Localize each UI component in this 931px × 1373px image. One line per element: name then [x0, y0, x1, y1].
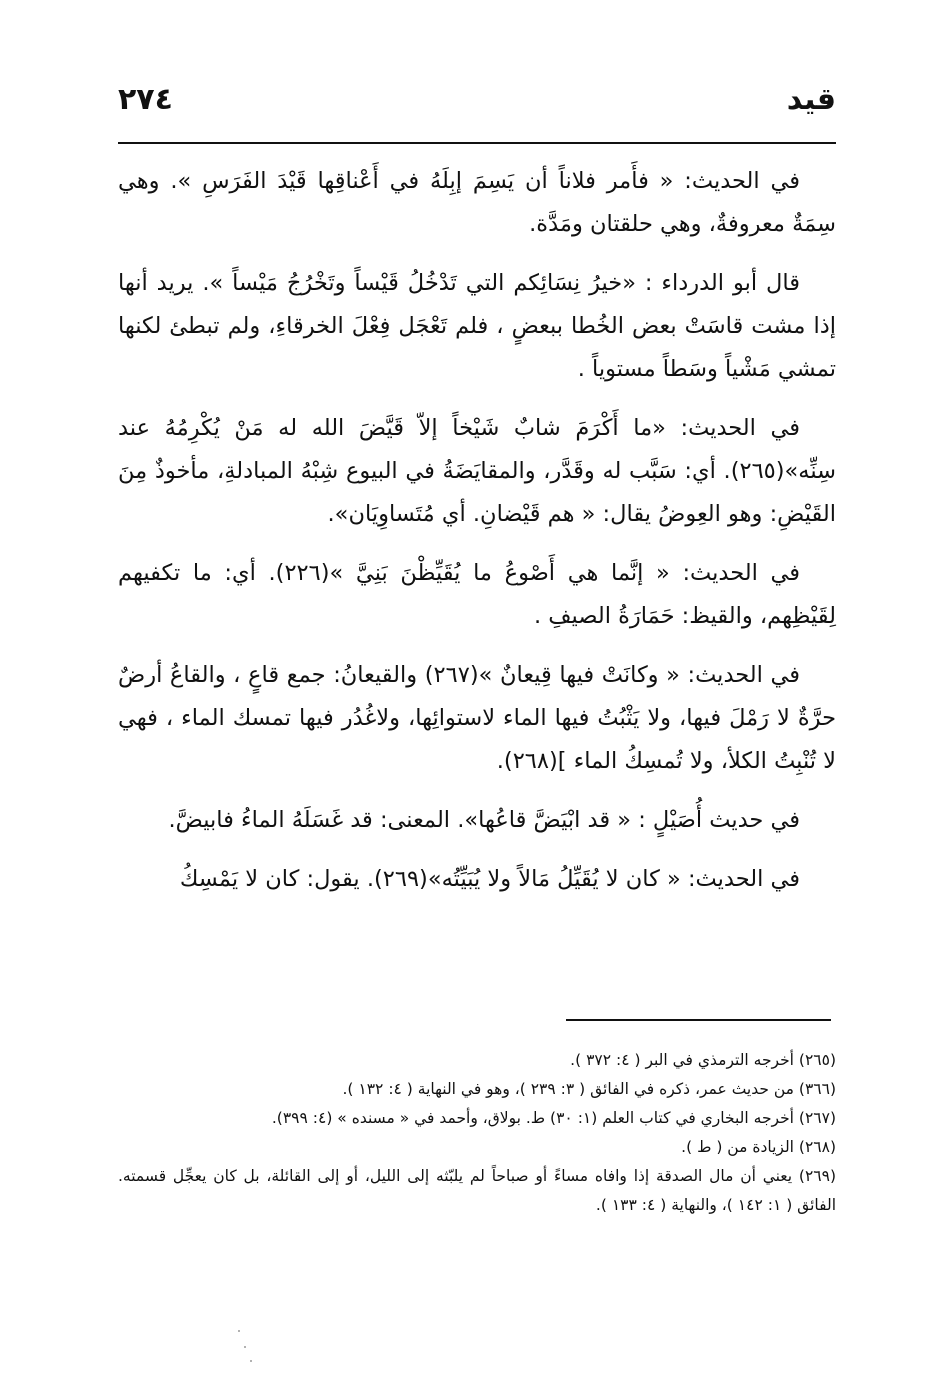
paragraph: في الحديث: «ما أَكْرَمَ شابٌ شَيْخاً إلاّ قَيَّضَ الله له مَنْ يُكْرِمُهُ عند سِنِّه»(٢٦٥). أي: سَبَّب له وقَدَّر، والمقايَضَةُ في البيوع شِبْهُ المبادلةِ، مأخوذٌ مِنَ القَيْضِ: وهو العِوضُ يقال: « هم قَيْضانِ. أي مُتَساوِيَان». — [118, 415, 836, 527]
page-number: ٢٧٤ — [118, 82, 173, 117]
scan-speck — [250, 1360, 252, 1362]
header-rule — [118, 142, 836, 144]
paragraph: في الحديث: « فأَمر فلاناً أن يَسِمَ إبِلَهُ في أَعْناقِها قَيْدَ الفَرَسِ ». وهي سِمَةٌ معروفةٌ، وهي حلقتان ومَدَّة. — [118, 168, 836, 237]
scan-speck — [238, 1330, 240, 1332]
running-head: قيد — [786, 82, 836, 117]
paragraph: في الحديث: « إنَّما هي أَصْوعُ ما يُقَيِّظْنَ بَنِيَّ »(٢٢٦). أي: ما تكفيهم لِقَيْظِهم، والقيظ: حَمَارَةُ الصيفِ . — [118, 560, 836, 629]
page-header — [118, 82, 836, 132]
footnote: (٢٦٨) الزيادة من ( ط ). — [681, 1138, 836, 1156]
paragraph: قال أبو الدرداء : «خيرُ نِسَائِكم التي تَدْخُلُ قَيْساً وتَخْرُجُ مَيْساً ». يريد أنها إذا مشت قاسَتْ بعض الخُطا ببعضٍ ، فلم تَعْجَل فِعْلَ الخرقاءِ، ولم تبطئ لكنها تمشي مَشْياً وسَطاً مستوياً . — [118, 270, 836, 382]
footnote-rule — [566, 1019, 831, 1021]
scan-speck — [244, 1346, 246, 1348]
paragraph: في الحديث: « كان لا يُقَيِّلُ مَالاً ولا يُبَيِّتُه»(٢٦٩). يقول: كان لا يَمْسِكُ — [179, 866, 800, 892]
footnote: (٢٦٥) أخرجه الترمذي في البر ( ٤: ٣٧٢ ). — [570, 1051, 836, 1069]
footnote: (٣٦٦) من حديث عمر، ذكره في الفائق ( ٣: ٢٣٩ )، وهو في النهاية ( ٤: ١٣٢ ). — [342, 1080, 836, 1098]
footnote: (٢٦٩) يعني أن مال الصدقة إذا وافاه مساءً أو صباحاً لم يلبّثه إلى الليل، أو إلى القائلة، بل كان يعجِّل قسمته. الفائق ( ١: ١٤٢ )، والنهاية ( ٤: ١٣٣ ). — [118, 1167, 836, 1214]
footnote: (٢٦٧) أخرجه البخاري في كتاب العلم (١: ٣٠) ط. بولاق، وأحمد في « مسنده » (٤: ٣٩٩). — [271, 1109, 836, 1127]
footnotes — [118, 1046, 836, 1220]
main-text — [118, 160, 836, 917]
paragraph: في حديث أُصَيْلٍ : « قد ابْيَضَّ قاعُها». المعنى: قد غَسَلَهُ الماءُ فابيضَّ. — [168, 807, 800, 833]
paragraph: في الحديث: « وكانَتْ فيها قِيعانٌ »(٢٦٧) والقيعانُ: جمع قاعٍ ، والقاعُ أرضٌ حرَّةٌ لا رَمْلَ فيها، ولا يَثْبُتُ فيها الماء لاستوائِها، ولاغُدُر فيها تمسك الماء ، فهي لا تُنْبِتُ الكلأ، ولا تُمسِكُ الماء ](٢٦٨). — [118, 662, 836, 774]
